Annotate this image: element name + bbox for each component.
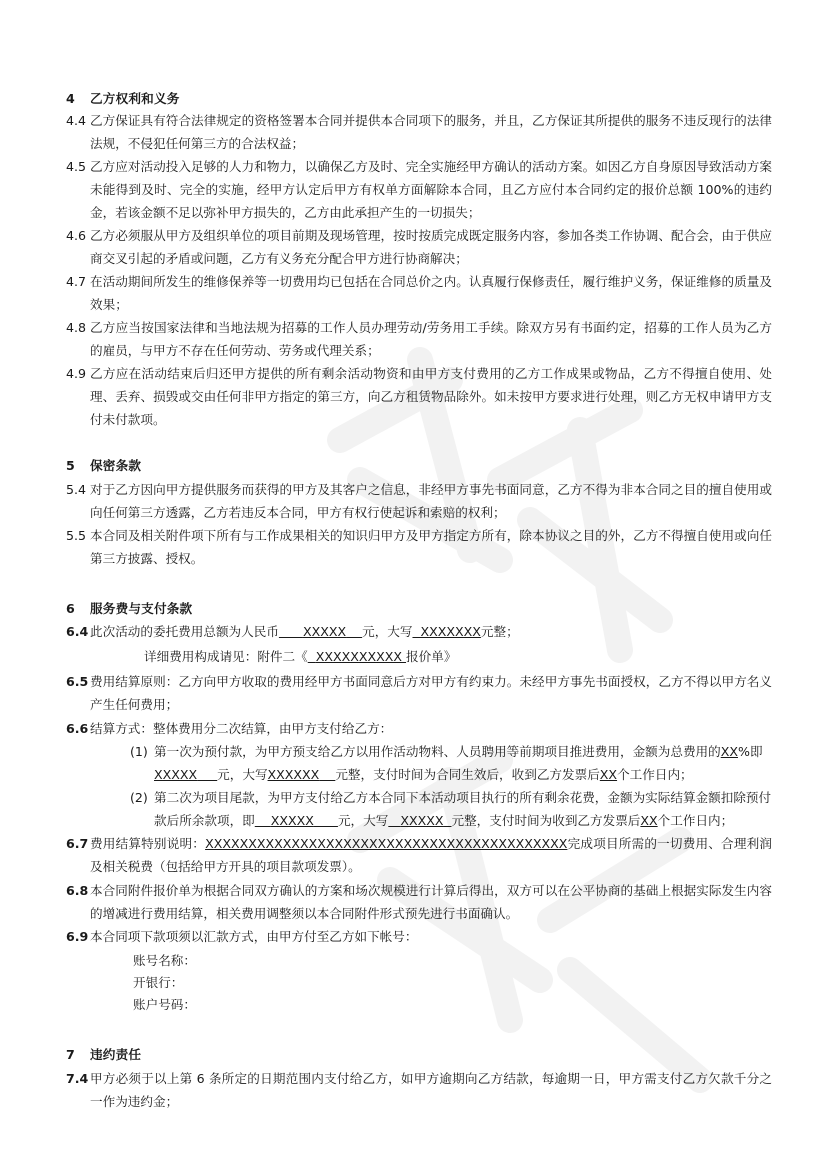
section-number: 6 xyxy=(66,601,75,616)
final-amount-cn-field xyxy=(388,813,451,828)
stage-number: (2) xyxy=(130,790,148,805)
detail-text: 报价单》 xyxy=(406,649,457,664)
clause-number: 6.9 xyxy=(66,929,89,944)
section-6-heading xyxy=(66,598,192,617)
stage-number: (1) xyxy=(130,744,148,759)
clause-text: 乙方应在活动结束后归还甲方提供的所有剩余活动物资和由甲方支付费用的乙方工作成果或物品，乙方不得擅自使用、处理、丢弃、损毁或交由任何非甲方指定的第三方，向乙方租赁物品除外。如未按甲方要求进行处理，则乙方无权申请甲方支付未付款项。 xyxy=(90,366,772,427)
clause-text: 甲方必须于以上第 6 条所定的日期范围内支付给乙方，如甲方逾期向乙方结款，每逾期一日，甲方需支付乙方欠款千分之一作为违约金； xyxy=(90,1071,772,1109)
clause-number: 4.7 xyxy=(66,274,87,289)
clause-text: 本合同及相关附件项下所有与工作成果相关的知识归甲方及甲方指定方所有，除本协议之目的外，乙方不得擅自使用或向任第三方披露、授权。 xyxy=(90,528,772,566)
clause-6-6 xyxy=(66,717,772,740)
final-amount-field xyxy=(255,813,338,828)
account-number-label: 账户号码： xyxy=(133,997,196,1012)
stage-text: 元，大写 xyxy=(217,767,268,782)
clause-text: 元整； xyxy=(480,624,519,639)
clause-6-8 xyxy=(66,879,772,925)
section-title: 违约责任 xyxy=(90,1047,142,1062)
section-number: 7 xyxy=(66,1047,75,1062)
stage-text: 第一次为预付款，为甲方预支给乙方以用作活动物料、人员聘用等前期项目推进费用，金额为总费用的 xyxy=(154,744,721,759)
clause-6-5 xyxy=(66,670,772,716)
detail-text: 详细费用构成请见：附件二《 xyxy=(144,649,308,664)
clause-text: 乙方应对活动投入足够的人力和物力，以确保乙方及时、完全实施经甲方确认的活动方案。如因乙方自身原因导致活动方案未能得到及时、完全的实施，经甲方认定后甲方有权单方面解除本合同，且乙方应付本合同约定的报价总额 100%的违约金，若该金额不足以弥补甲方损失的，乙方由此承担产生的一切损失； xyxy=(90,159,772,220)
final-days-field: XX xyxy=(640,813,658,828)
clause-number: 5.4 xyxy=(66,482,87,497)
clause-text: 完成项目所需的一切费用、合理利润及相关税费（包括给甲方开具的项目款项发票）。 xyxy=(90,836,773,874)
clause-4-5 xyxy=(66,155,772,224)
payment-stage-1 xyxy=(130,740,772,786)
clause-6-4 xyxy=(66,620,772,643)
quote-name-value: XXXXXXXXXX xyxy=(315,649,403,664)
clause-number: 4.9 xyxy=(66,366,87,381)
clause-text: 乙方必须服从甲方及组织单位的项目前期及现场管理，按时按质完成既定服务内容，参加各类工作协调、配合会，由于供应商交叉引起的矛盾或问题，乙方有义务充分配合甲方进行协商解决； xyxy=(90,228,772,266)
total-amount-field xyxy=(279,624,362,639)
clause-4-9 xyxy=(66,362,772,431)
stage-text: 个工作日内； xyxy=(617,767,693,782)
clause-7-4 xyxy=(66,1067,772,1113)
stage-text: %即 xyxy=(737,744,763,759)
clause-text: 结算方式：整体费用分二次结算，由甲方支付给乙方： xyxy=(90,721,393,736)
prepay-amount-field xyxy=(154,767,217,782)
section-5-heading xyxy=(66,455,141,474)
prepay-amount-value: XXXXX xyxy=(154,767,198,782)
clause-4-4 xyxy=(66,109,772,155)
total-amount-value: XXXXX xyxy=(302,624,347,639)
clause-4-7 xyxy=(66,270,772,316)
clause-number: 5.5 xyxy=(66,528,87,543)
clause-text: 对于乙方因向甲方提供服务而获得的甲方及其客户之信息，非经甲方事先书面同意，乙方不得为非本合同之目的擅自使用或向任何第三方透露，乙方若违反本合同，甲方有权行使起诉和索赔的权利； xyxy=(90,482,772,520)
quote-detail-line xyxy=(144,645,456,668)
section-4-heading xyxy=(66,88,180,107)
clause-number: 6.6 xyxy=(66,721,89,736)
clause-text: 此次活动的委托费用总额为人民币 xyxy=(90,624,279,639)
clause-number: 4.8 xyxy=(66,320,87,335)
final-amount-value: XXXXX xyxy=(270,813,314,828)
final-amount-cn-value: XXXXX xyxy=(400,813,444,828)
clause-4-8 xyxy=(66,316,772,362)
clause-number: 4.4 xyxy=(66,113,87,128)
clause-6-7 xyxy=(66,832,772,878)
clause-number: 7.4 xyxy=(66,1071,89,1086)
special-note-field: XXXXXXXXXXXXXXXXXXXXXXXXXXXXXXXXXXXXXXXXXX xyxy=(205,836,568,851)
section-number: 5 xyxy=(66,458,75,473)
bank-label: 开银行： xyxy=(133,975,184,990)
section-7-heading xyxy=(66,1044,141,1063)
clause-5-5 xyxy=(66,524,772,570)
clause-text: 在活动期间所发生的维修保养等一切费用均已包括在合同总价之内。认真履行保修责任，履行维护义务，保证维修的质量及效果； xyxy=(90,274,772,312)
stage-text: 个工作日内； xyxy=(657,813,734,828)
clause-text: 乙方保证具有符合法律规定的资格签署本合同并提供本合同项下的服务，并且，乙方保证其所提供的服务不违反现行的法律法规，不侵犯任何第三方的合法权益； xyxy=(90,113,772,151)
clause-text: 本合同附件报价单为根据合同双方确认的方案和场次规模进行计算后得出，双方可以在公平协商的基础上根据实际发生内容的增减进行费用结算，相关费用调整须以本合同附件形式预先进行书面确认。 xyxy=(90,883,772,921)
clause-4-6 xyxy=(66,224,772,270)
section-title: 乙方权利和义务 xyxy=(90,91,180,106)
clause-number: 6.7 xyxy=(66,836,89,851)
prepay-amount-cn-value: XXXXXX xyxy=(267,767,320,782)
clause-text: 元，大写 xyxy=(362,624,413,639)
stage-text: 第二次为项目尾款，为甲方支付给乙方本合同下本活动项目执行的所有剩余花费，金额为实际结算金额扣除预付款后所余款项，即 xyxy=(154,790,772,828)
clause-text: 乙方应当按国家法律和当地法规为招募的工作人员办理劳动/劳务用工手续。除双方另有书面约定，招募的工作人员为乙方的雇员，与甲方不存在任何劳动、劳务或代理关系； xyxy=(90,320,772,358)
prepay-amount-cn-field xyxy=(268,767,336,782)
account-name-label: 账号名称： xyxy=(133,953,196,968)
stage-text: 元整，支付时间为合同生效后，收到乙方发票后 xyxy=(335,767,600,782)
prepay-days-field: XX xyxy=(599,767,618,782)
clause-text: 费用结算原则：乙方向甲方收取的费用经甲方书面同意后方对甲方有约束力。未经甲方事先书面授权，乙方不得以甲方名义产生任何费用； xyxy=(90,674,772,712)
clause-number: 4.6 xyxy=(66,228,87,243)
section-title: 服务费与支付条款 xyxy=(90,601,193,616)
clause-text: 费用结算特别说明： xyxy=(90,836,206,851)
clause-number: 4.5 xyxy=(66,159,87,174)
clause-number: 6.8 xyxy=(66,883,89,898)
payment-stage-2 xyxy=(130,786,772,832)
total-amount-cn-field xyxy=(412,624,480,639)
section-number: 4 xyxy=(66,91,75,106)
clause-number: 6.5 xyxy=(66,674,89,689)
stage-text: 元整，支付时间为收到乙方发票后 xyxy=(451,813,641,828)
prepay-percent-field: XX xyxy=(720,744,738,759)
clause-text: 本合同项下款项须以汇款方式，由甲方付至乙方如下帐号： xyxy=(90,929,418,944)
stage-text: 元，大写 xyxy=(337,813,389,828)
quote-name-field xyxy=(308,649,406,664)
section-title: 保密条款 xyxy=(90,458,142,473)
total-amount-cn-value: XXXXXXX xyxy=(420,624,481,639)
clause-6-9 xyxy=(66,925,772,948)
clause-number: 6.4 xyxy=(66,624,89,639)
clause-5-4 xyxy=(66,478,772,524)
